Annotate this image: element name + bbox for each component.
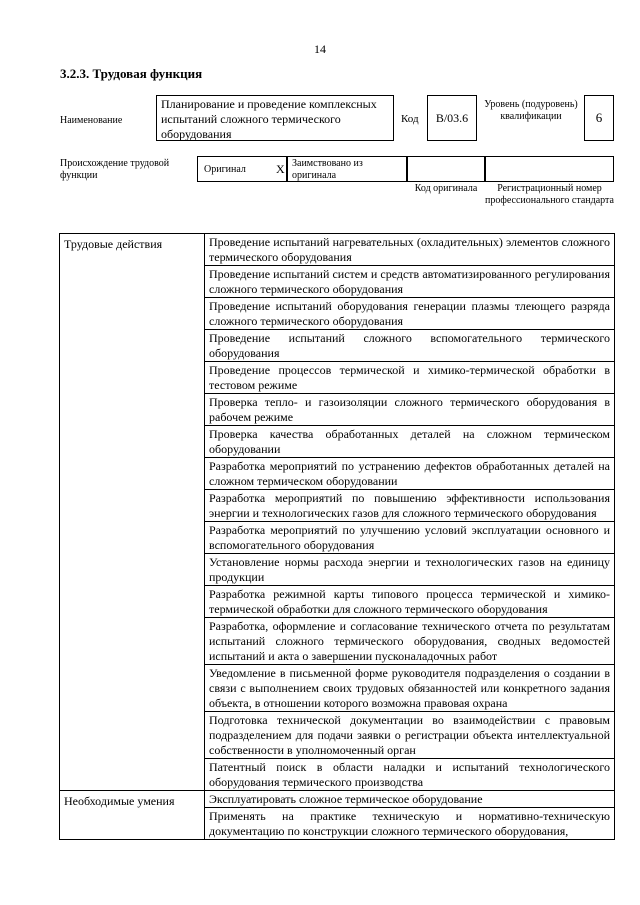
item-cell: Уведомление в письменной форме руководителя подразделения о создании в связи с выполнением своих трудовых обязанностей или конкретного задания объекта, в отношении которого возможна правовая охрана <box>205 665 615 712</box>
name-label: Наименование <box>60 115 123 126</box>
origin-label: Происхождение трудовой функции <box>60 158 170 181</box>
original-mark: X <box>276 162 285 176</box>
item-cell: Разработка, оформление и согласование технического отчета по результатам испытаний сложного термического оборудования, сводных ведомостей испытаний и акта о завершении пусконаладочных работ <box>205 618 615 665</box>
table-row <box>60 234 615 266</box>
borrowed-label: Заимствовано из оригинала <box>292 158 363 181</box>
original-cell <box>197 156 287 182</box>
item-cell: Патентный поиск в области наладки и испытаний технологического оборудования термического производства <box>205 759 615 791</box>
item-cell: Разработка мероприятий по устранению дефектов обработанных деталей на сложном термическом оборудовании <box>205 458 615 490</box>
category-cell: Необходимые умения <box>60 791 205 840</box>
item-cell: Подготовка технической документации во взаимодействии с правовым подразделением для подачи заявки о регистрации объекта интеллектуальной собственности в уполномоченный орган <box>205 712 615 759</box>
category-cell: Трудовые действия <box>60 234 205 791</box>
item-cell: Проверка качества обработанных деталей на сложном термическом оборудовании <box>205 426 615 458</box>
item-cell: Разработка мероприятий по улучшению условий эксплуатации основного и вспомогательного оборудования <box>205 522 615 554</box>
section-title: 3.2.3. Трудовая функция <box>60 66 203 81</box>
function-code-box: B/03.6 <box>427 95 477 141</box>
level-value-box: 6 <box>584 95 614 141</box>
page-number: 14 <box>314 42 326 56</box>
borrowed-cell <box>287 156 407 182</box>
code-label: Код <box>401 113 419 125</box>
table-row <box>60 791 615 808</box>
item-cell: Проведение испытаний сложного вспомогательного термического оборудования <box>205 330 615 362</box>
item-cell: Проведение испытаний нагревательных (охладительных) элементов сложного термического оборудования <box>205 234 615 266</box>
item-cell: Проведение испытаний систем и средств автоматизированного регулирования сложного термического оборудования <box>205 266 615 298</box>
original-label: Оригинал <box>204 164 246 175</box>
function-name-box: Планирование и проведение комплексных испытаний сложного термического оборудования <box>156 95 394 141</box>
item-cell: Разработка режимной карты типового процесса термической и химико-термической обработки для сложного термического оборудования <box>205 586 615 618</box>
item-cell: Применять на практике техническую и нормативно-техническую документацию по конструкции сложного термического оборудования, <box>205 808 615 840</box>
item-cell: Проведение испытаний оборудования генерации плазмы тлеющего разряда сложного термического оборудования <box>205 298 615 330</box>
original-code-label: Код оригинала <box>414 183 478 194</box>
reg-number-cell <box>485 156 614 182</box>
item-cell: Установление нормы расхода энергии и технологических газов на единицу продукции <box>205 554 615 586</box>
level-label: Уровень (подуровень) квалификации <box>484 99 578 122</box>
original-code-cell <box>407 156 485 182</box>
item-cell: Разработка мероприятий по повышению эффективности использования энергии и технологических газов для сложного термического оборудования <box>205 490 615 522</box>
labor-function-table <box>59 233 615 840</box>
item-cell: Проведение процессов термической и химико-термической обработки в тестовом режиме <box>205 362 615 394</box>
reg-number-label: Регистрационный номер профессионального стандарта <box>485 183 614 206</box>
item-cell: Эксплуатировать сложное термическое оборудование <box>205 791 615 808</box>
item-cell: Проверка тепло- и газоизоляции сложного термического оборудования в рабочем режиме <box>205 394 615 426</box>
